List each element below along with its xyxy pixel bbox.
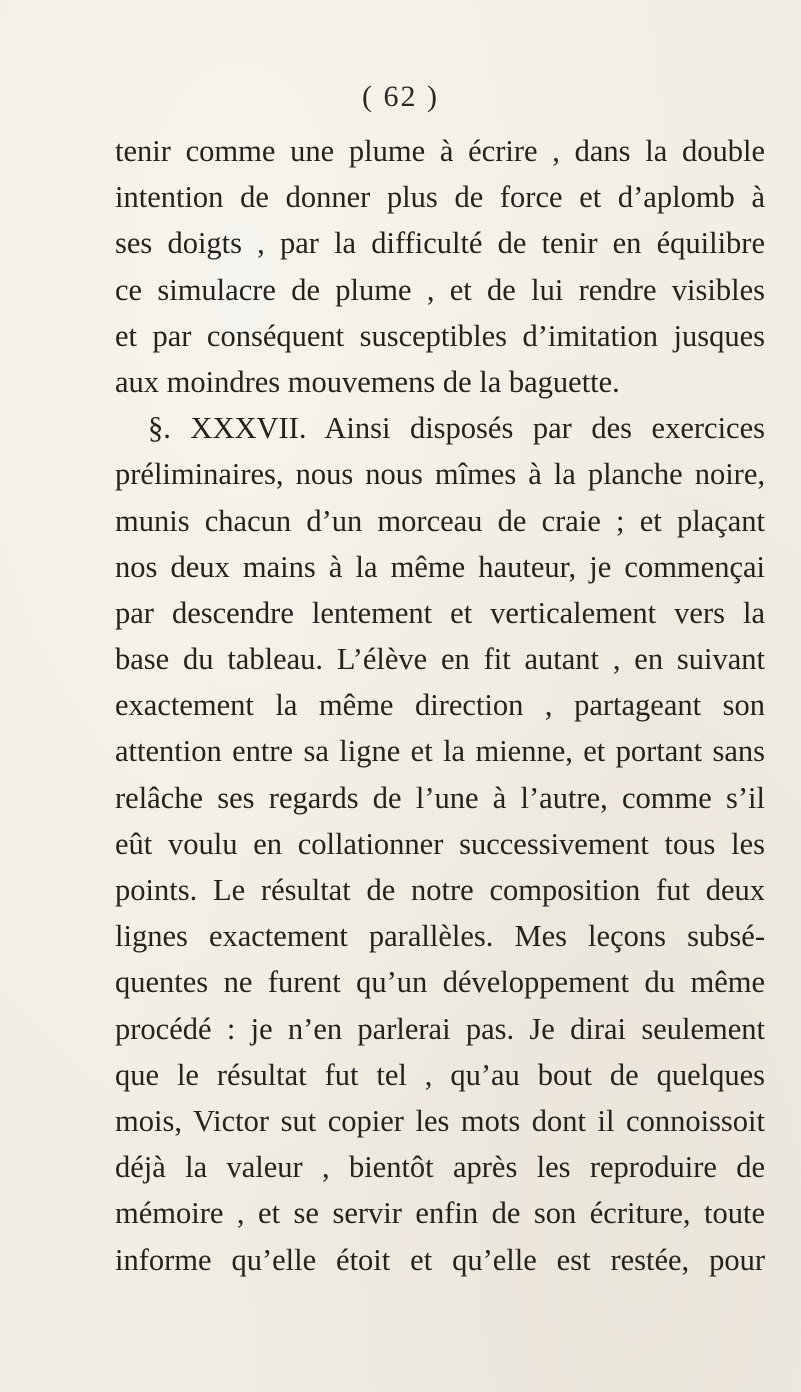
text-line: préliminaires, nous nous mîmes à la planche noire, — [115, 457, 765, 492]
text-line: exactement la même direction , partageant son — [115, 688, 765, 723]
text-line: lignes exactement parallèles. Mes leçons subsé- — [115, 919, 765, 954]
text-line: aux moindres mouvemens de la baguette. — [115, 364, 620, 399]
text-line: ce simulacre de plume , et de lui rendre visibles — [115, 272, 765, 307]
page-number: ( 62 ) — [362, 80, 439, 113]
text-line: par descendre lentement et verticalement vers la — [115, 595, 765, 630]
text-line: et par conséquent susceptibles d’imitation jusques — [115, 318, 765, 353]
text-line: informe qu’elle étoit et qu’elle est restée, pour — [115, 1242, 765, 1277]
text-line: déjà la valeur , bientôt après les reproduire de — [115, 1150, 765, 1185]
text-line: munis chacun d’un morceau de craie ; et plaçant — [115, 503, 765, 538]
text-line: eût voulu en collationner successivement tous les — [115, 826, 765, 861]
text-line: ses doigts , par la difficulté de tenir en équilibre — [115, 226, 765, 261]
text-line: attention entre sa ligne et la mienne, et portant sans — [115, 734, 765, 769]
text-line: points. Le résultat de notre composition fut deux — [115, 873, 765, 907]
text-line: mémoire , et se servir enfin de son écriture, toute — [115, 1196, 765, 1231]
text-line: que le résultat fut tel , qu’au bout de quelques — [115, 1057, 765, 1092]
body-text — [115, 128, 765, 1283]
text-line: nos deux mains à la même hauteur, je commençai — [115, 549, 765, 584]
section-heading-line: §. XXXVII. Ainsi disposés par des exercices — [148, 411, 765, 446]
text-line: procédé : je n’en parlerai pas. Je dirai seulement — [115, 1011, 765, 1046]
text-line: mois, Victor sut copier les mots dont il connoissoit — [115, 1103, 765, 1138]
text-line: tenir comme une plume à écrire , dans la double — [115, 134, 765, 168]
text-line: intention de donner plus de force et d’aplomb à — [115, 180, 765, 215]
text-line: quentes ne furent qu’un développement du même — [115, 965, 765, 1000]
text-line: base du tableau. L’élève en fit autant , en suivant — [115, 642, 765, 677]
text-line: relâche ses regards de l’une à l’autre, comme s’il — [115, 780, 765, 815]
